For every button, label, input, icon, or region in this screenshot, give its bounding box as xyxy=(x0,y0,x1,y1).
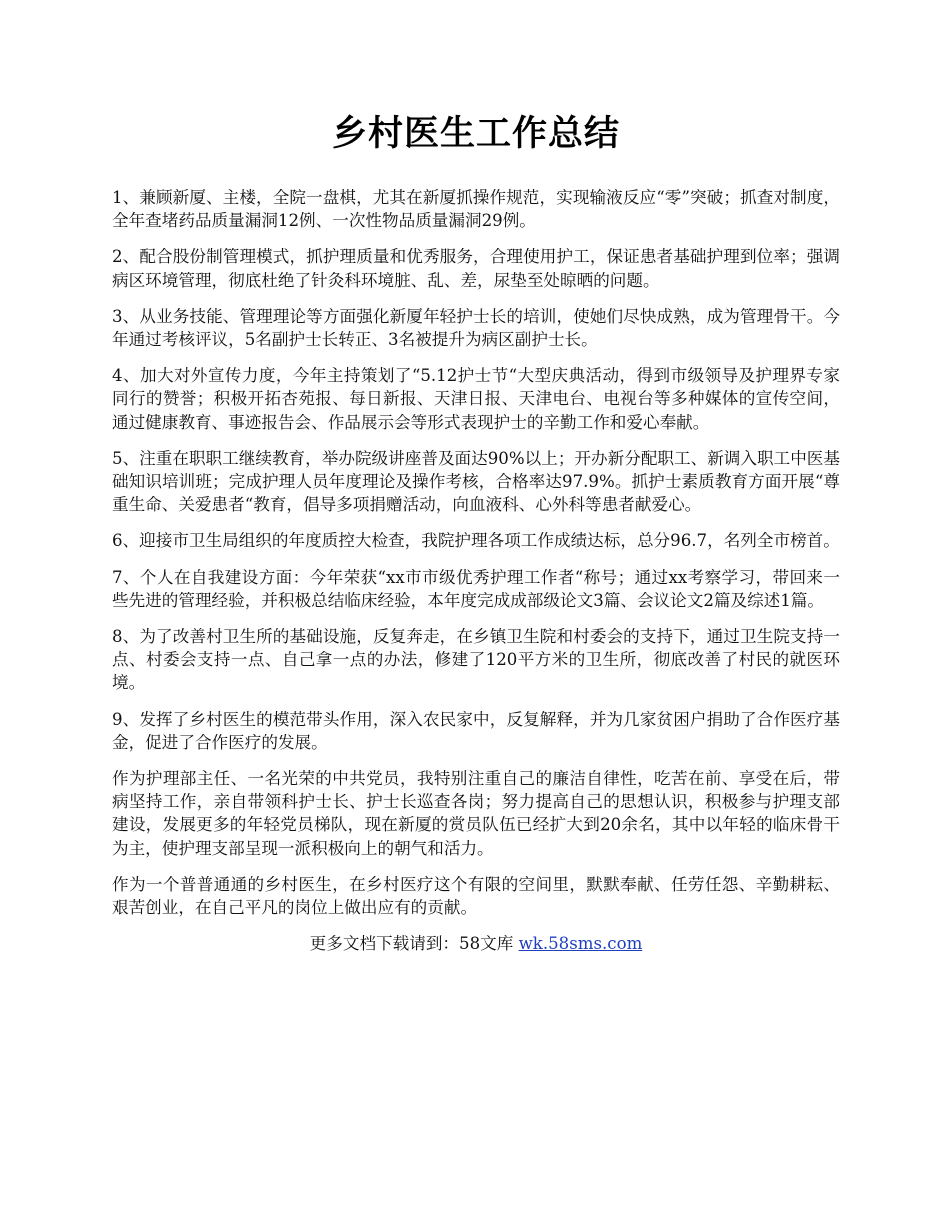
paragraph-2: 2、配合股份制管理模式，抓护理质量和优秀服务，合理使用护工，保证患者基础护理到位率；强调病区环境管理，彻底杜绝了针灸科环境脏、乱、差，尿垫至处晾晒的问题。 xyxy=(112,247,840,290)
paragraph-4: 4、加大对外宣传力度，今年主持策划了“5.12护士节“大型庆典活动，得到市级领导及护理界专家同行的赞誉；积极开拓杏苑报、每日新报、天津日报、天津电台、电视台等多种媒体的宣传空间，通过健康教育、事迹报告会、作品展示会等形式表现护士的辛勤工作和爱心奉献。 xyxy=(112,366,840,432)
document-page xyxy=(112,108,840,956)
paragraph-3: 3、从业务技能、管理理论等方面强化新厦年轻护士长的培训，使她们尽快成熟，成为管理骨干。今年通过考核评议，5名副护士长转正、3名被提升为病区副护士长。 xyxy=(112,306,840,350)
footer-download-note xyxy=(112,932,840,956)
paragraph-7: 7、个人在自我建设方面：今年荣获“xx市市级优秀护理工作者“称号；通过xx考察学习，带回来一些先进的管理经验，并积极总结临床经验，本年度完成成部级论文3篇、会议论文2篇及综述1篇。 xyxy=(112,567,840,610)
paragraph-5: 5、注重在职职工继续教育，举办院级讲座普及面达90%以上；开办新分配职工、新调入职工中医基础知识培训班；完成护理人员年度理论及操作考核，合格率达97.9%。抓护士素质教育方面开展“尊重生命、关爱患者“教育，倡导多项捐赠活动，向血液科、心外科等患者献爱心。 xyxy=(112,448,840,515)
footer-text: 更多文档下载请到：58文库 xyxy=(309,934,519,954)
paragraph-8: 8、为了改善村卫生所的基础设施，反复奔走，在乡镇卫生院和村委会的支持下，通过卫生院支持一点、村委会支持一点、自己拿一点的办法，修建了120平方米的卫生所，彻底改善了村民的就医环境。 xyxy=(112,627,840,693)
paragraph-1: 1、兼顾新厦、主楼，全院一盘棋，尤其在新厦抓操作规范，实现输液反应“零”突破；抓查对制度，全年查堵药品质量漏洞12例、一次性物品质量漏洞29例。 xyxy=(112,188,840,231)
paragraph-9: 9、发挥了乡村医生的模范带头作用，深入农民家中，反复解释，并为几家贫困户捐助了合作医疗基金，促进了合作医疗的发展。 xyxy=(112,709,840,752)
paragraph-conclusion: 作为一个普普通通的乡村医生，在乡村医疗这个有限的空间里，默默奉献、任劳任怨、辛勤耕耘、艰苦创业，在自己平凡的岗位上做出应有的贡献。 xyxy=(112,874,840,918)
footer-link[interactable]: wk.58sms.com xyxy=(518,934,643,954)
paragraph-6: 6、迎接市卫生局组织的年度质控大检查，我院护理各项工作成绩达标，总分96.7，名列全市榜首。 xyxy=(112,531,840,551)
paragraph-party-member: 作为护理部主任、一名光荣的中共党员，我特别注重自己的廉洁自律性，吃苦在前、享受在后，带病坚持工作，亲自带领科护士长、护士长巡查各岗；努力提高自己的思想认识，积极参与护理支部建设，发展更多的年轻党员梯队，现在新厦的赏员队伍已经扩大到20余名，其中以年轻的临床骨干为主，使护理支部呈现一派积极向上的朝气和活力。 xyxy=(112,769,840,858)
page-title: 乡村医生工作总结 xyxy=(331,113,620,154)
